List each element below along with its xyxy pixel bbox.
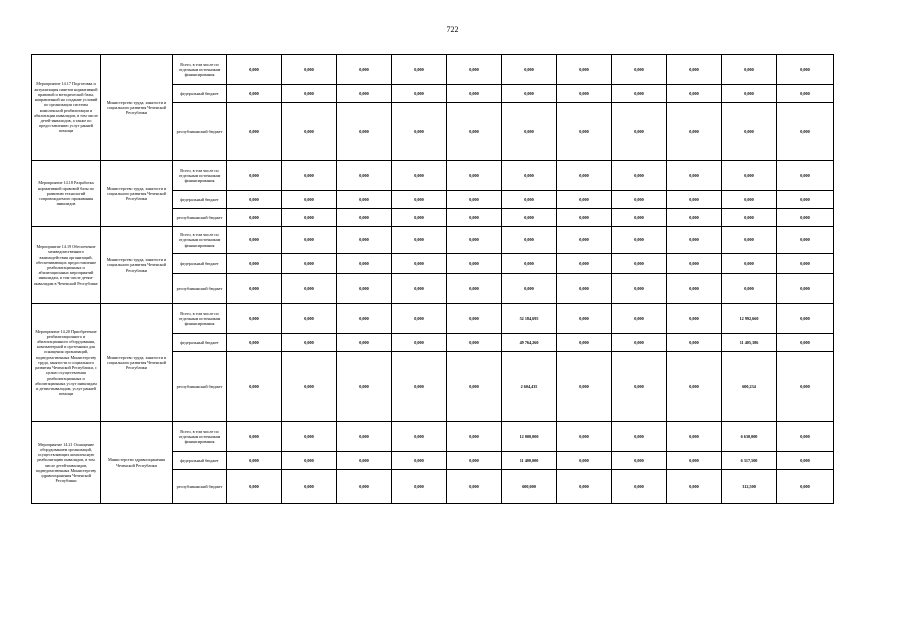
value-cell: 0,000 <box>392 85 447 103</box>
value-cell: 0,000 <box>612 352 667 422</box>
value-cell: 0,000 <box>337 422 392 452</box>
value-cell: 0,000 <box>227 85 282 103</box>
value-cell: 0,000 <box>337 334 392 352</box>
value-cell: 0,000 <box>227 254 282 274</box>
value-cell: 0,000 <box>722 254 777 274</box>
value-cell: 0,000 <box>337 254 392 274</box>
value-cell: 0,000 <box>282 274 337 304</box>
value-cell: 0,000 <box>777 254 834 274</box>
value-cell: 0,000 <box>447 422 502 452</box>
value-cell: 0,000 <box>392 254 447 274</box>
value-cell: 0,000 <box>612 452 667 470</box>
value-cell: 0,000 <box>502 103 557 161</box>
measure-cell: Мероприятие 14.17 Подготовка и актуализация пакетов нормативной правовой и методической базы, направленной на создание условий по организации системы комплексной реабилитации и абилитации инвалидов, в том числе детей-инвалидов, а также по предоставлению услуг ранней помощи <box>32 55 101 161</box>
value-cell: 0,000 <box>612 470 667 504</box>
value-cell: 0,000 <box>447 274 502 304</box>
value-cell: 0,000 <box>722 227 777 254</box>
value-cell: 0,000 <box>777 470 834 504</box>
value-cell: 0,000 <box>667 422 722 452</box>
value-cell: 0,000 <box>777 334 834 352</box>
value-cell: 0,000 <box>557 103 612 161</box>
value-cell: 12 000,000 <box>502 422 557 452</box>
value-cell: 0,000 <box>722 274 777 304</box>
value-cell: 0,000 <box>612 191 667 209</box>
value-cell: 0,000 <box>612 304 667 334</box>
value-cell: 0,000 <box>447 161 502 191</box>
value-cell: 0,000 <box>667 85 722 103</box>
value-cell: 0,000 <box>722 191 777 209</box>
value-cell: 0,000 <box>557 274 612 304</box>
value-cell: 0,000 <box>447 254 502 274</box>
value-cell: 0,000 <box>722 103 777 161</box>
value-cell: 6 630,000 <box>722 422 777 452</box>
value-cell: 0,000 <box>502 191 557 209</box>
value-cell: 0,000 <box>447 304 502 334</box>
value-cell: 0,000 <box>557 209 612 227</box>
executor-cell: Министерство труда, занятости и социального развития Чеченской Республики <box>101 55 173 161</box>
value-cell: 0,000 <box>667 191 722 209</box>
executor-cell: Министерство труда, занятости и социального развития Чеченской Республики <box>101 227 173 304</box>
value-cell: 0,000 <box>667 274 722 304</box>
value-cell: 0,000 <box>777 103 834 161</box>
value-cell: 0,000 <box>502 254 557 274</box>
value-cell: 0,000 <box>447 452 502 470</box>
table-row <box>32 55 834 85</box>
value-cell: 0,000 <box>612 103 667 161</box>
funding-source-cell: федеральный бюджет <box>173 334 227 352</box>
value-cell: 0,000 <box>282 191 337 209</box>
value-cell: 0,000 <box>722 85 777 103</box>
value-cell: 0,000 <box>777 161 834 191</box>
value-cell: 0,000 <box>722 161 777 191</box>
value-cell: 0,000 <box>337 55 392 85</box>
funding-source-cell: республиканский бюджет <box>173 470 227 504</box>
value-cell: 0,000 <box>502 161 557 191</box>
value-cell: 312,500 <box>722 470 777 504</box>
funding-source-cell: федеральный бюджет <box>173 191 227 209</box>
value-cell: 0,000 <box>777 191 834 209</box>
table-row <box>32 422 834 452</box>
value-cell: 0,000 <box>337 304 392 334</box>
value-cell: 0,000 <box>777 55 834 85</box>
value-cell: 0,000 <box>227 191 282 209</box>
funding-table-body <box>32 55 834 504</box>
value-cell: 0,000 <box>557 304 612 334</box>
value-cell: 0,000 <box>502 55 557 85</box>
value-cell: 0,000 <box>282 254 337 274</box>
value-cell: 0,000 <box>777 274 834 304</box>
value-cell: 0,000 <box>447 227 502 254</box>
value-cell: 0,000 <box>557 191 612 209</box>
funding-source-cell: республиканский бюджет <box>173 103 227 161</box>
value-cell: 0,000 <box>557 85 612 103</box>
funding-source-cell: Всего, в том числе по отдельным источникам финансирования <box>173 227 227 254</box>
value-cell: 0,000 <box>282 161 337 191</box>
value-cell: 0,000 <box>337 452 392 470</box>
value-cell: 0,000 <box>337 191 392 209</box>
value-cell: 0,000 <box>227 161 282 191</box>
value-cell: 0,000 <box>392 55 447 85</box>
value-cell: 11 400,000 <box>502 452 557 470</box>
funding-source-cell: республиканский бюджет <box>173 274 227 304</box>
value-cell: 0,000 <box>227 227 282 254</box>
value-cell: 0,000 <box>667 103 722 161</box>
value-cell: 0,000 <box>282 103 337 161</box>
value-cell: 0,000 <box>392 422 447 452</box>
executor-cell: Министерство здравоохранения Чеченской Республики <box>101 422 173 504</box>
value-cell: 0,000 <box>227 304 282 334</box>
value-cell: 0,000 <box>777 227 834 254</box>
value-cell: 0,000 <box>612 227 667 254</box>
value-cell: 0,000 <box>392 227 447 254</box>
value-cell: 0,000 <box>777 304 834 334</box>
value-cell: 0,000 <box>557 470 612 504</box>
value-cell: 0,000 <box>447 352 502 422</box>
value-cell: 0,000 <box>282 452 337 470</box>
value-cell: 0,000 <box>282 304 337 334</box>
value-cell: 0,000 <box>337 470 392 504</box>
funding-source-cell: республиканский бюджет <box>173 352 227 422</box>
value-cell: 0,000 <box>227 352 282 422</box>
value-cell: 0,000 <box>612 209 667 227</box>
value-cell: 0,000 <box>337 352 392 422</box>
value-cell: 0,000 <box>722 55 777 85</box>
value-cell: 600,234 <box>722 352 777 422</box>
value-cell: 0,000 <box>612 161 667 191</box>
funding-table <box>31 54 834 504</box>
value-cell: 0,000 <box>337 209 392 227</box>
value-cell: 0,000 <box>282 334 337 352</box>
value-cell: 0,000 <box>667 352 722 422</box>
value-cell: 52 184,695 <box>502 304 557 334</box>
value-cell: 0,000 <box>282 85 337 103</box>
table-row <box>32 161 834 191</box>
value-cell: 0,000 <box>447 85 502 103</box>
value-cell: 0,000 <box>227 103 282 161</box>
value-cell: 0,000 <box>557 55 612 85</box>
value-cell: 0,000 <box>282 55 337 85</box>
value-cell: 0,000 <box>282 422 337 452</box>
executor-cell: Министерство труда, занятости и социального развития Чеченской Республики <box>101 161 173 227</box>
value-cell: 0,000 <box>777 85 834 103</box>
value-cell: 0,000 <box>392 209 447 227</box>
value-cell: 0,000 <box>722 209 777 227</box>
value-cell: 0,000 <box>392 304 447 334</box>
value-cell: 0,000 <box>777 422 834 452</box>
value-cell: 0,000 <box>227 470 282 504</box>
value-cell: 0,000 <box>392 274 447 304</box>
value-cell: 2 604,435 <box>502 352 557 422</box>
value-cell: 0,000 <box>227 274 282 304</box>
funding-source-cell: Всего, в том числе по отдельным источникам финансирования <box>173 304 227 334</box>
value-cell: 0,000 <box>392 352 447 422</box>
value-cell: 0,000 <box>337 85 392 103</box>
table-row <box>32 304 834 334</box>
value-cell: 0,000 <box>282 227 337 254</box>
value-cell: 0,000 <box>667 304 722 334</box>
value-cell: 0,000 <box>612 254 667 274</box>
value-cell: 11 405,386 <box>722 334 777 352</box>
funding-source-cell: федеральный бюджет <box>173 254 227 274</box>
page-number: 722 <box>446 25 459 34</box>
value-cell: 0,000 <box>667 254 722 274</box>
value-cell: 0,000 <box>612 422 667 452</box>
value-cell: 0,000 <box>667 334 722 352</box>
value-cell: 0,000 <box>282 209 337 227</box>
value-cell: 0,000 <box>392 191 447 209</box>
value-cell: 0,000 <box>777 352 834 422</box>
funding-source-cell: федеральный бюджет <box>173 452 227 470</box>
value-cell: 0,000 <box>227 422 282 452</box>
funding-source-cell: Всего, в том числе по отдельным источникам финансирования <box>173 55 227 85</box>
value-cell: 0,000 <box>337 161 392 191</box>
table-row <box>32 227 834 254</box>
value-cell: 0,000 <box>502 274 557 304</box>
measure-cell: Мероприятие 14.20 Приобретение реабилитационного и абилитационного оборудования, компьютерной и оргтехники для оснащения организаций, подведомственных Министерству труда, занятости и социального развития Чеченской Республики, с целью осуществления реабилитационных и абилитационных услуг инвалидам и детям-инвалидам, услуг ранней помощи <box>32 304 101 422</box>
value-cell: 0,000 <box>337 103 392 161</box>
value-cell: 0,000 <box>392 161 447 191</box>
value-cell: 0,000 <box>447 209 502 227</box>
funding-source-cell: республиканский бюджет <box>173 209 227 227</box>
measure-cell: Мероприятие 14.21 Оснащение оборудованием организаций, осуществляющих комплексную реабилитацию инвалидов, в том числе детей-инвалидов, подведомственных Министерству здравоохранения Чеченской Республики <box>32 422 101 504</box>
value-cell: 0,000 <box>502 85 557 103</box>
funding-source-cell: Всего, в том числе по отдельным источникам финансирования <box>173 161 227 191</box>
value-cell: 0,000 <box>447 334 502 352</box>
value-cell: 0,000 <box>557 254 612 274</box>
value-cell: 0,000 <box>282 470 337 504</box>
value-cell: 0,000 <box>557 227 612 254</box>
value-cell: 0,000 <box>777 452 834 470</box>
value-cell: 0,000 <box>557 334 612 352</box>
value-cell: 0,000 <box>667 209 722 227</box>
value-cell: 12 992,660 <box>722 304 777 334</box>
value-cell: 0,000 <box>227 55 282 85</box>
funding-source-cell: Всего, в том числе по отдельным источникам финансирования <box>173 422 227 452</box>
value-cell: 0,000 <box>227 334 282 352</box>
value-cell: 0,000 <box>667 161 722 191</box>
value-cell: 0,000 <box>392 452 447 470</box>
value-cell: 0,000 <box>557 352 612 422</box>
funding-source-cell: федеральный бюджет <box>173 85 227 103</box>
value-cell: 0,000 <box>557 422 612 452</box>
value-cell: 0,000 <box>667 470 722 504</box>
value-cell: 0,000 <box>667 227 722 254</box>
value-cell: 0,000 <box>557 161 612 191</box>
value-cell: 0,000 <box>557 452 612 470</box>
value-cell: 0,000 <box>282 352 337 422</box>
value-cell: 6 317,500 <box>722 452 777 470</box>
executor-cell: Министерство труда, занятости и социального развития Чеченской Республики <box>101 304 173 422</box>
value-cell: 0,000 <box>612 85 667 103</box>
value-cell: 0,000 <box>447 103 502 161</box>
value-cell: 0,000 <box>447 191 502 209</box>
value-cell: 0,000 <box>392 103 447 161</box>
value-cell: 0,000 <box>502 227 557 254</box>
value-cell: 0,000 <box>777 209 834 227</box>
value-cell: 0,000 <box>612 274 667 304</box>
value-cell: 0,000 <box>227 452 282 470</box>
value-cell: 0,000 <box>337 274 392 304</box>
value-cell: 49 764,260 <box>502 334 557 352</box>
value-cell: 0,000 <box>227 209 282 227</box>
value-cell: 0,000 <box>447 470 502 504</box>
value-cell: 0,000 <box>502 209 557 227</box>
value-cell: 0,000 <box>667 55 722 85</box>
value-cell: 0,000 <box>392 334 447 352</box>
value-cell: 0,000 <box>667 452 722 470</box>
value-cell: 0,000 <box>612 334 667 352</box>
measure-cell: Мероприятие 14.18 Разработка нормативной правовой базы по развитию технологий сопровождаемого проживания инвалидов <box>32 161 101 227</box>
value-cell: 0,000 <box>392 470 447 504</box>
value-cell: 0,000 <box>447 55 502 85</box>
value-cell: 600,000 <box>502 470 557 504</box>
value-cell: 0,000 <box>612 55 667 85</box>
value-cell: 0,000 <box>337 227 392 254</box>
measure-cell: Мероприятие 14.19 Обеспечение межведомственного взаимодействия организаций, обеспечивающих предоставление реабилитационных и абилитационных мероприятий инвалидам, в том числе детям-инвалидам в Чеченской Республике <box>32 227 101 304</box>
